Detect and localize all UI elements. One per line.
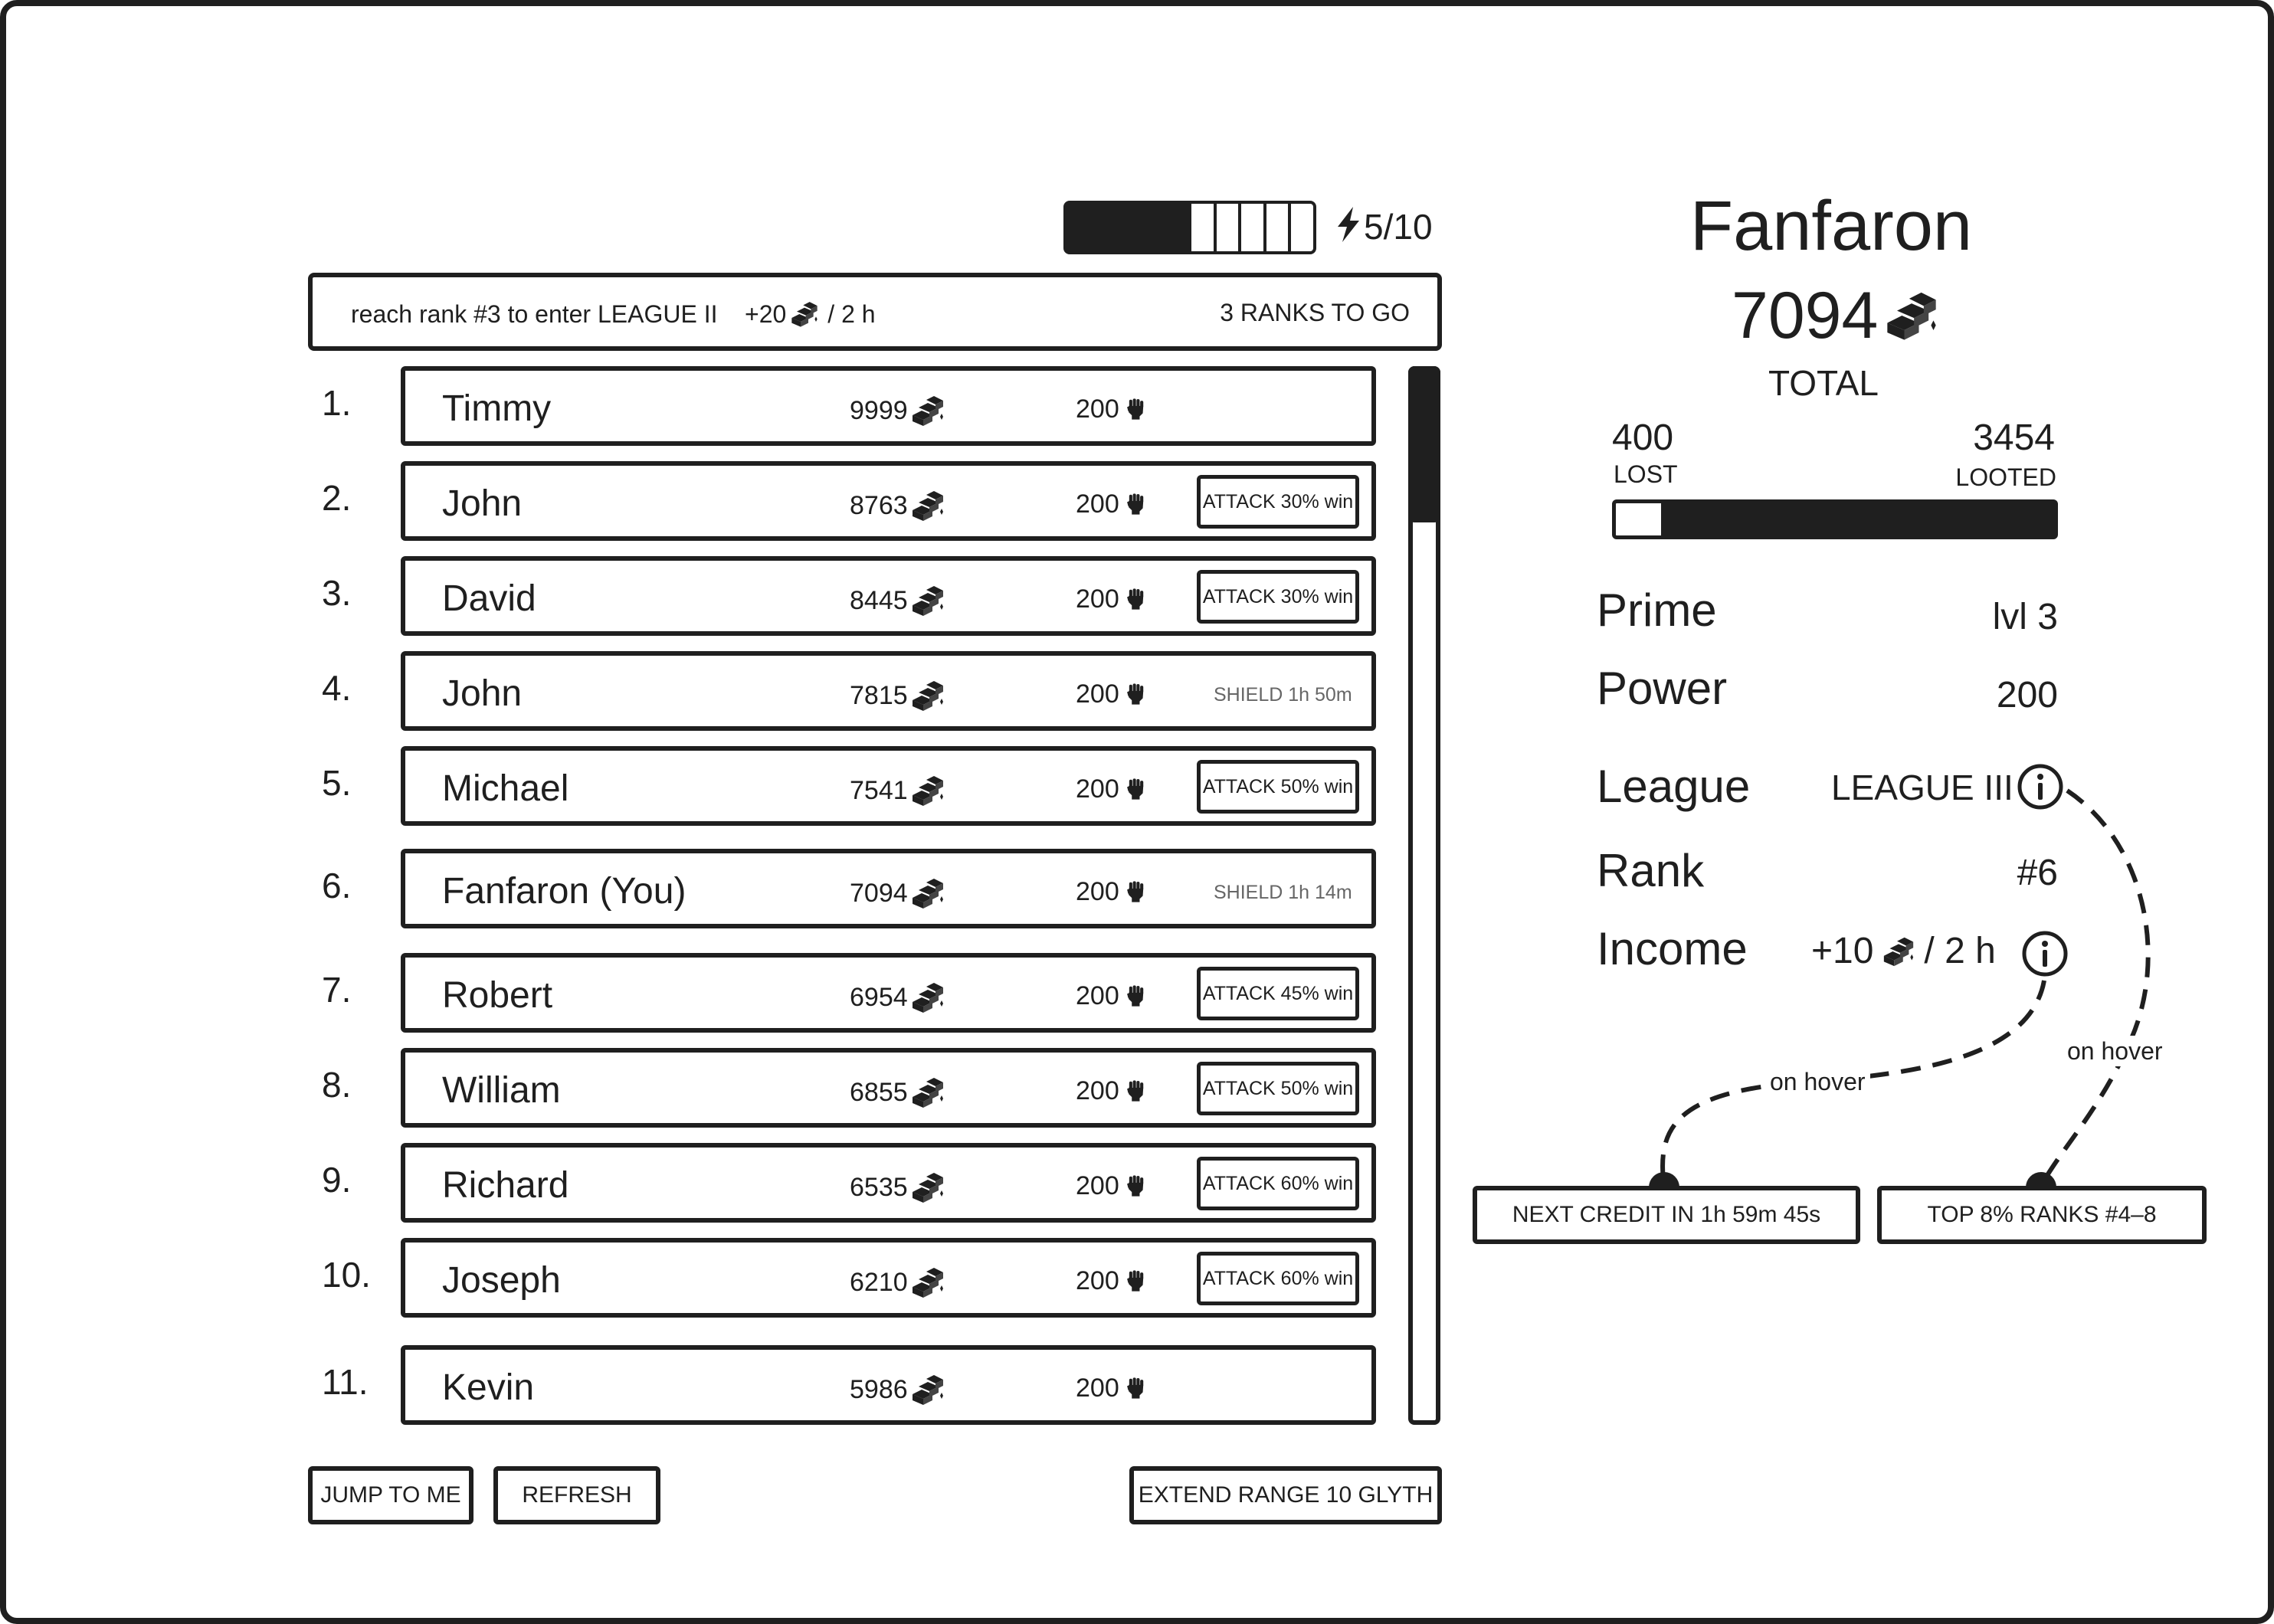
profile-total-label: TOTAL bbox=[1768, 363, 1879, 403]
attack-button[interactable]: ATTACK 50% win bbox=[1197, 760, 1359, 814]
player-gold-value: 9999 bbox=[850, 396, 908, 425]
player-name: Robert bbox=[442, 975, 553, 1016]
rank-number: 1. bbox=[322, 383, 352, 423]
reward-amount: +20 bbox=[745, 300, 787, 328]
profile-name: Fanfaron bbox=[1689, 187, 1973, 265]
rank-number: 7. bbox=[322, 970, 352, 1010]
player-name: Fanfaron (You) bbox=[442, 871, 686, 912]
player-gold-value: 7094 bbox=[850, 879, 908, 908]
player-gold-value: 6954 bbox=[850, 983, 908, 1012]
looted-label: LOOTED bbox=[1955, 463, 2056, 491]
player-name: Timmy bbox=[442, 388, 552, 429]
income-amount: +10 bbox=[1811, 931, 1874, 971]
extend-range-button[interactable]: EXTEND RANGE 10 GLYTH bbox=[1129, 1466, 1442, 1524]
player-name: Joseph bbox=[442, 1260, 561, 1301]
player-gold-value: 7541 bbox=[850, 776, 908, 805]
attack-button[interactable]: ATTACK 50% win bbox=[1197, 1062, 1359, 1115]
player-name: John bbox=[442, 483, 523, 524]
player-name: William bbox=[442, 1070, 561, 1111]
power-value: 200 bbox=[1996, 675, 2058, 715]
lost-value: 400 bbox=[1612, 417, 1674, 458]
income-label: Income bbox=[1597, 923, 1748, 974]
shield-status: SHIELD 1h 14m bbox=[1214, 882, 1352, 903]
rank-value: #6 bbox=[2017, 853, 2058, 893]
player-power-value: 200 bbox=[1076, 584, 1119, 614]
attack-button[interactable]: ATTACK 60% win bbox=[1197, 1157, 1359, 1210]
player-power-value: 200 bbox=[1076, 395, 1119, 424]
player-name: David bbox=[442, 578, 536, 619]
ranks-to-go: 3 RANKS TO GO bbox=[1220, 299, 1410, 326]
rank-number: 6. bbox=[322, 866, 352, 905]
power-label: Power bbox=[1597, 663, 1728, 714]
player-power-value: 200 bbox=[1076, 1171, 1119, 1200]
energy-value: 5/10 bbox=[1364, 207, 1433, 247]
player-gold-value: 7815 bbox=[850, 681, 908, 710]
player-gold-value: 6210 bbox=[850, 1268, 908, 1297]
rank-number: 10. bbox=[322, 1255, 371, 1295]
player-name: Kevin bbox=[442, 1367, 535, 1408]
player-name: John bbox=[442, 673, 523, 714]
attack-button[interactable]: ATTACK 45% win bbox=[1197, 967, 1359, 1020]
rank-label: Rank bbox=[1597, 845, 1705, 896]
rank-number: 11. bbox=[322, 1362, 369, 1402]
player-power-value: 200 bbox=[1076, 981, 1119, 1010]
player-power-value: 200 bbox=[1076, 877, 1119, 906]
profile-total-value: 7094 bbox=[1732, 279, 1879, 352]
income-period: / 2 h bbox=[1924, 931, 1996, 971]
reward-period: / 2 h bbox=[827, 300, 876, 328]
player-name: Richard bbox=[442, 1165, 569, 1206]
attack-button[interactable]: ATTACK 30% win bbox=[1197, 475, 1359, 529]
rank-number: 4. bbox=[322, 668, 352, 708]
player-gold-value: 6855 bbox=[850, 1078, 908, 1107]
player-power-value: 200 bbox=[1076, 1076, 1119, 1105]
attack-button[interactable]: ATTACK 60% win bbox=[1197, 1252, 1359, 1305]
league-goal-text: reach rank #3 to enter LEAGUE II bbox=[351, 300, 718, 328]
next-credit-tooltip: NEXT CREDIT IN 1h 59m 45s bbox=[1473, 1186, 1860, 1244]
player-gold-value: 8763 bbox=[850, 491, 908, 520]
rank-number: 3. bbox=[322, 573, 352, 613]
rank-number: 9. bbox=[322, 1160, 352, 1200]
lost-label: LOST bbox=[1614, 460, 1678, 488]
refresh-button[interactable]: REFRESH bbox=[493, 1466, 660, 1524]
player-name: Michael bbox=[442, 768, 569, 809]
player-gold-value: 8445 bbox=[850, 586, 908, 615]
looted-value: 3454 bbox=[1973, 417, 2055, 458]
league-value: LEAGUE III bbox=[1831, 768, 2014, 807]
jump-to-me-button[interactable]: JUMP TO ME bbox=[308, 1466, 473, 1524]
rank-number: 2. bbox=[322, 478, 352, 518]
hover-note-income: on hover bbox=[1765, 1066, 1870, 1097]
player-gold-value: 5986 bbox=[850, 1375, 908, 1404]
hover-note-league: on hover bbox=[2063, 1036, 2168, 1066]
prime-label: Prime bbox=[1597, 584, 1717, 636]
player-power-value: 200 bbox=[1076, 679, 1119, 709]
player-power-value: 200 bbox=[1076, 489, 1119, 519]
player-gold-value: 6535 bbox=[850, 1173, 908, 1202]
rank-number: 8. bbox=[322, 1065, 352, 1105]
player-power-value: 200 bbox=[1076, 1266, 1119, 1295]
league-label: League bbox=[1597, 761, 1751, 812]
prime-value: lvl 3 bbox=[1992, 597, 2058, 637]
rank-number: 5. bbox=[322, 763, 352, 803]
attack-button[interactable]: ATTACK 30% win bbox=[1197, 570, 1359, 624]
player-power-value: 200 bbox=[1076, 1374, 1119, 1403]
shield-status: SHIELD 1h 50m bbox=[1214, 684, 1352, 706]
league-rank-range-tooltip: TOP 8% RANKS #4–8 bbox=[1877, 1186, 2207, 1244]
player-power-value: 200 bbox=[1076, 774, 1119, 804]
